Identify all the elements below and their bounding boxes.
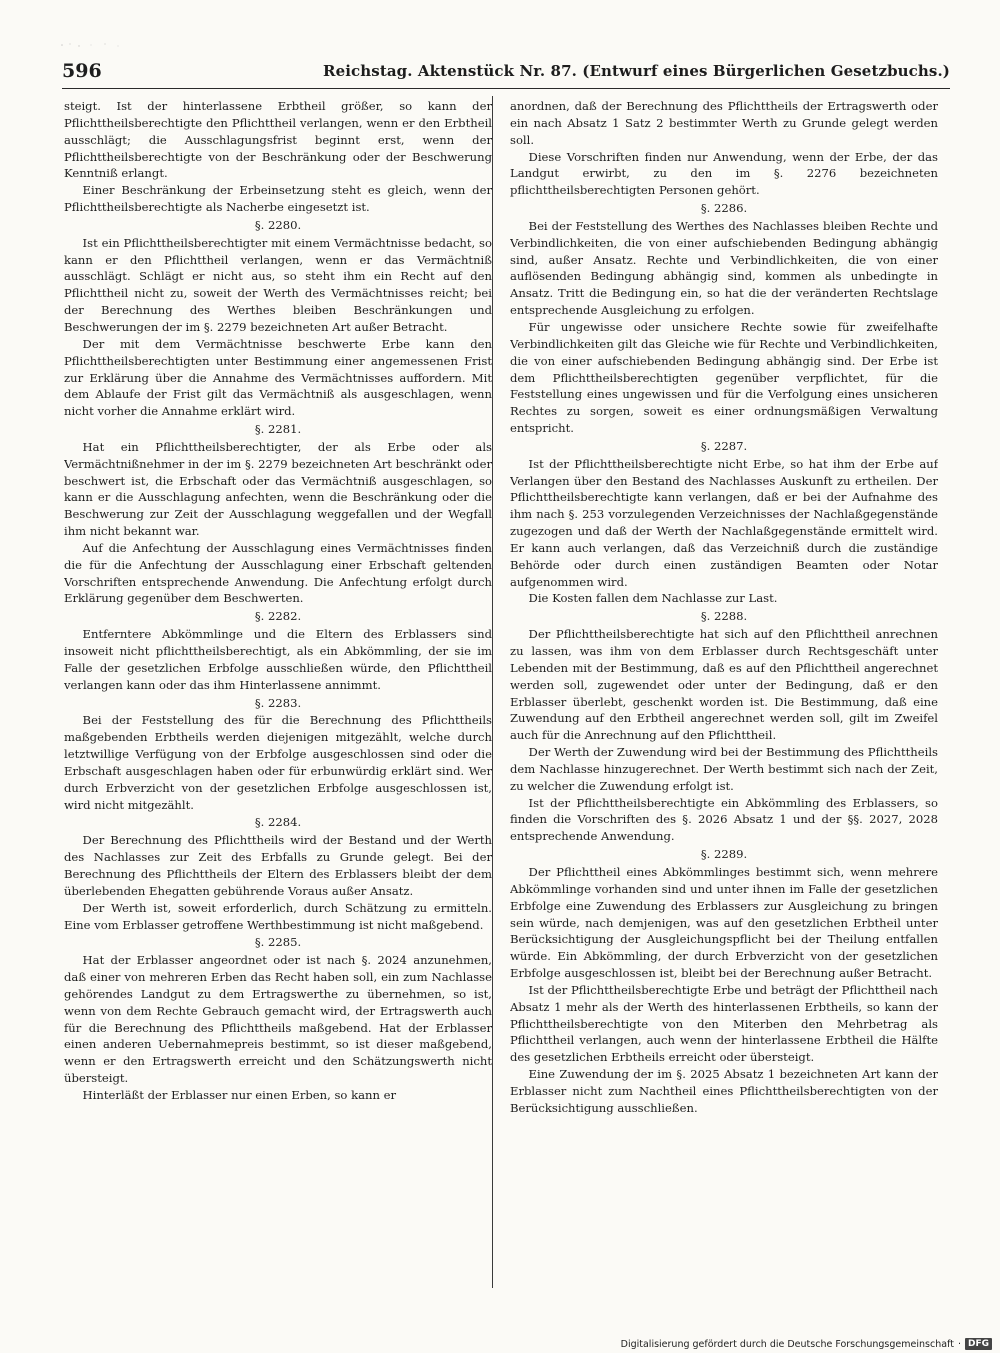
paragraph: Ist der Pflichttheilsberechtigte Erbe und beträgt der Pflichttheil nach Absatz 1 mehr als der Werth des hinterlassenen Erbtheils, so kann der Pflichttheilsberechtigte von den Miterben den Mehrbetrag als Pflichttheil verlangen, auch wenn der hinterlassene Erbtheil die Hälfte des gesetzlichen Erbtheils erreicht oder übersteigt. bbox=[510, 982, 938, 1065]
paragraph: Bei der Feststellung des für die Berechnung des Pflichttheils maßgebenden Erbtheils werden diejenigen mitgezählt, welche durch letztwillige Verfügung von der Erbfolge ausgeschlossen sind oder die Erbschaft ausgeschlagen haben oder für erbunwürdig erklärt sind. Wer durch Erbverzicht von der gesetzlichen Erbfolge ausgeschlossen ist, wird nicht mitgezählt. bbox=[64, 713, 492, 812]
dfg-logo: DFG bbox=[965, 1338, 992, 1350]
left-column bbox=[64, 98, 492, 1278]
column-divider bbox=[492, 96, 493, 1288]
section-heading: §. 2285. bbox=[254, 935, 302, 950]
paragraph: steigt. Ist der hinterlassene Erbtheil größer, so kann der Pflichttheilsberechtigte den Pflichttheil verlangen, wenn er den Erbtheil ausschlägt; die Ausschlagungsfrist beginnt erst, wenn der Pflichttheilsberechtigte von der Beschränkung oder der Beschwerung Kenntniß erlangt. bbox=[64, 99, 492, 181]
paragraph: Diese Vorschriften finden nur Anwendung, wenn der Erbe, der das Landgut erwirbt, zu den im §. 2276 bezeichneten pflichttheilsberechtigten Personen gehört. bbox=[510, 149, 938, 198]
paragraph: Entferntere Abkömmlinge und die Eltern des Erblassers sind insoweit nicht pflichttheilsberechtigt, als ein Abkömmling, der sie im Falle der gesetzlichen Erbfolge ausschließen würde, den Pflichttheil verlangen kann oder das ihm Hinterlassene annimmt. bbox=[64, 627, 492, 692]
paragraph: Der Werth ist, soweit erforderlich, durch Schätzung zu ermitteln. Eine vom Erblasser getroffene Werthbestimmung ist nicht maßgebend. bbox=[64, 900, 492, 932]
footer-credit: Digitalisierung gefördert durch die Deutsche Forschungsgemeinschaft bbox=[620, 1338, 954, 1350]
paragraph: Der Berechnung des Pflichttheils wird der Bestand und der Werth des Nachlasses zur Zeit des Erbfalls zu Grunde gelegt. Bei der Berechnung des Pflichttheils der Eltern des Erblassers bleibt der dem überlebenden Ehegatten gebührende Voraus außer Ansatz. bbox=[64, 833, 492, 898]
section-heading: §. 2282. bbox=[254, 609, 302, 624]
paragraph: Ist der Pflichttheilsberechtigte nicht Erbe, so hat ihm der Erbe auf Verlangen über den Bestand des Nachlasses Auskunft zu ertheilen. Der Pflichttheilsberechtigte kann verlangen, daß er bei der Aufnahme des ihm nach §. 253 vorzulegenden Verzeichnisses der Nachlaßgegenstände zugezogen und daß der Werth der Nachlaßgegenstände ermittelt wird. Er kann auch verlangen, daß das Verzeichniß durch die zuständige Behörde oder durch einen zuständigen Beamten oder Notar aufgenommen wird. bbox=[510, 456, 938, 589]
paragraph: anordnen, daß der Berechnung des Pflichttheils der Ertragswerth oder ein nach Absatz 1 Satz 2 bestimmter Werth zu Grunde gelegt werden soll. bbox=[510, 99, 938, 147]
paragraph: Ist ein Pflichttheilsberechtigter mit einem Vermächtnisse bedacht, so kann er den Pflichttheil verlangen, wenn er das Vermächtniß ausschlägt. Schlägt er nicht aus, so steht ihm ein Recht auf den Pflichttheil nicht zu, soweit der Werth des Vermächtnisses reicht; bei der Berechnung des Werthes bleiben Beschränkungen und Beschwerungen der im §. 2279 bezeichneten Art außer Betracht. bbox=[64, 235, 492, 334]
paragraph: Ist der Pflichttheilsberechtigte ein Abkömmling des Erblassers, so finden die Vorschriften des §. 2026 Absatz 1 und der §§. 2027, 2028 entsprechende Anwendung. bbox=[510, 795, 938, 844]
paragraph: Bei der Feststellung des Werthes des Nachlasses bleiben Rechte und Verbindlichkeiten, die von einer aufschiebenden Bedingung abhängig sind, außer Ansatz. Rechte und Verbindlichkeiten, die von einer auflösenden Bedingung abhängig sind, kommen als unbedingte in Ansatz. Tritt die Bedingung ein, so hat die der veränderten Rechtslage entsprechende Ausgleichung zu erfolgen. bbox=[510, 218, 938, 318]
paragraph: Hinterläßt der Erblasser nur einen Erben, so kann er bbox=[82, 1087, 397, 1102]
section-heading: §. 2286. bbox=[700, 201, 748, 216]
page-header bbox=[62, 58, 950, 89]
paragraph: Eine Zuwendung der im §. 2025 Absatz 1 bezeichneten Art kann der Erblasser nicht zum Nachtheil eines Pflichttheilsberechtigten von der Berücksichtigung ausschließen. bbox=[510, 1067, 938, 1115]
page-footer: Digitalisierung gefördert durch die Deutsche Forschungsgemeinschaft · DFG bbox=[621, 1338, 992, 1350]
paragraph: Der mit dem Vermächtnisse beschwerte Erbe kann den Pflichttheilsberechtigten unter Bestimmung einer angemessenen Frist zur Erklärung über die Annahme des Vermächtnisses auffordern. Mit dem Ablaufe der Frist gilt das Vermächtniß als ausgeschlagen, wenn nicht vorher die Annahme erklärt wird. bbox=[64, 336, 492, 419]
section-heading: §. 2287. bbox=[700, 438, 748, 453]
section-heading: §. 2280. bbox=[254, 217, 302, 232]
section-heading: §. 2288. bbox=[700, 609, 748, 624]
paragraph: Die Kosten fallen dem Nachlasse zur Last. bbox=[528, 591, 778, 606]
paragraph: Der Werth der Zuwendung wird bei der Bestimmung des Pflichttheils dem Nachlasse hinzugerechnet. Der Werth bestimmt sich nach der Zeit, zu welcher die Zuwendung erfolgt ist. bbox=[510, 745, 938, 793]
page-number: 596 bbox=[62, 60, 102, 82]
paragraph: Auf die Anfechtung der Ausschlagung eines Vermächtnisses finden die für die Anfechtung der Ausschlagung einer Erbschaft geltenden Vorschriften entsprechende Anwendung. Die Anfechtung erfolgt durch Erklärung gegenüber dem Beschwerten. bbox=[64, 540, 492, 606]
paragraph: Hat ein Pflichttheilsberechtigter, der als Erbe oder als Vermächtnißnehmer in der im §. 2279 bezeichneten Art beschränkt oder beschwert ist, die Erbschaft oder das Vermächtniß ausgeschlagen, so kann er die Ausschlagung anfechten, wenn die Beschränkung oder die Beschwerung zur Zeit der Ausschlagung weggefallen und der Wegfall ihm nicht bekannt war. bbox=[64, 439, 492, 539]
paragraph: Hat der Erblasser angeordnet oder ist nach §. 2024 anzunehmen, daß einer von mehreren Erben das Recht haben soll, ein zum Nachlasse gehörendes Landgut zu dem Ertragswerthe zu übernehmen, so ist, wenn von dem Rechte Gebrauch gemacht wird, der Ertragswerth auch für die Berechnung des Pflichttheils maßgebend. Hat der Erblasser einen anderen Uebernahmepreis bestimmt, so ist dieser maßgebend, wenn er den Ertragswerth erreicht und den Schätzungswerth nicht übersteigt. bbox=[64, 953, 492, 1086]
paragraph: Einer Beschränkung der Erbeinsetzung steht es gleich, wenn der Pflichttheilsberechtigte als Nacherbe eingesetzt ist. bbox=[64, 183, 492, 215]
scan-specks bbox=[58, 40, 138, 50]
section-heading: §. 2281. bbox=[254, 422, 302, 437]
section-heading: §. 2289. bbox=[700, 847, 748, 862]
right-column bbox=[510, 98, 938, 1278]
paragraph: Für ungewisse oder unsichere Rechte sowie für zweifelhafte Verbindlichkeiten gilt das Gleiche wie für Rechte und Verbindlichkeiten, die von einer aufschiebenden Bedingung abhängig sind. Der Erbe ist dem Pflichttheilsberechtigten gegenüber verpflichtet, für die Feststellung eines ungewissen und für die Verfolgung eines unsicheren Rechtes zu sorgen, soweit es einer ordnungsmäßigen Verwaltung entspricht. bbox=[510, 319, 938, 436]
paragraph: Der Pflichttheil eines Abkömmlinges bestimmt sich, wenn mehrere Abkömmlinge vorhanden sind und unter ihnen im Falle der gesetzlichen Erbfolge eine Zuwendung des Erblassers zur Ausgleichung zu bringen sein würde, nach demjenigen, was auf den gesetzlichen Erbtheil unter Berücksichtigung der Ausgleichungspflicht bei der Theilung entfallen würde. Ein Abkömmling, der durch Erbverzicht von der gesetzlichen Erbfolge ausgeschlossen ist, bleibt bei der Berechnung außer Betracht. bbox=[510, 864, 938, 981]
section-heading: §. 2283. bbox=[254, 695, 302, 710]
section-heading: §. 2284. bbox=[254, 815, 302, 830]
running-title: Reichstag. Aktenstück Nr. 87. (Entwurf eines Bürgerlichen Gesetzbuchs.) bbox=[323, 62, 950, 80]
paragraph: Der Pflichttheilsberechtigte hat sich auf den Pflichttheil anrechnen zu lassen, was ihm von dem Erblasser durch Rechtsgeschäft unter Lebenden mit der Bestimmung, daß es auf den Pflichttheil angerechnet werden soll, zugewendet oder unter der Bedingung, daß er den Erblasser überlebt, geschenkt worden ist. Die Bestimmung, daß eine Zuwendung auf den Erbtheil angerechnet werden soll, gilt im Zweifel auch für die Anrechnung auf den Pflichttheil. bbox=[510, 627, 938, 743]
